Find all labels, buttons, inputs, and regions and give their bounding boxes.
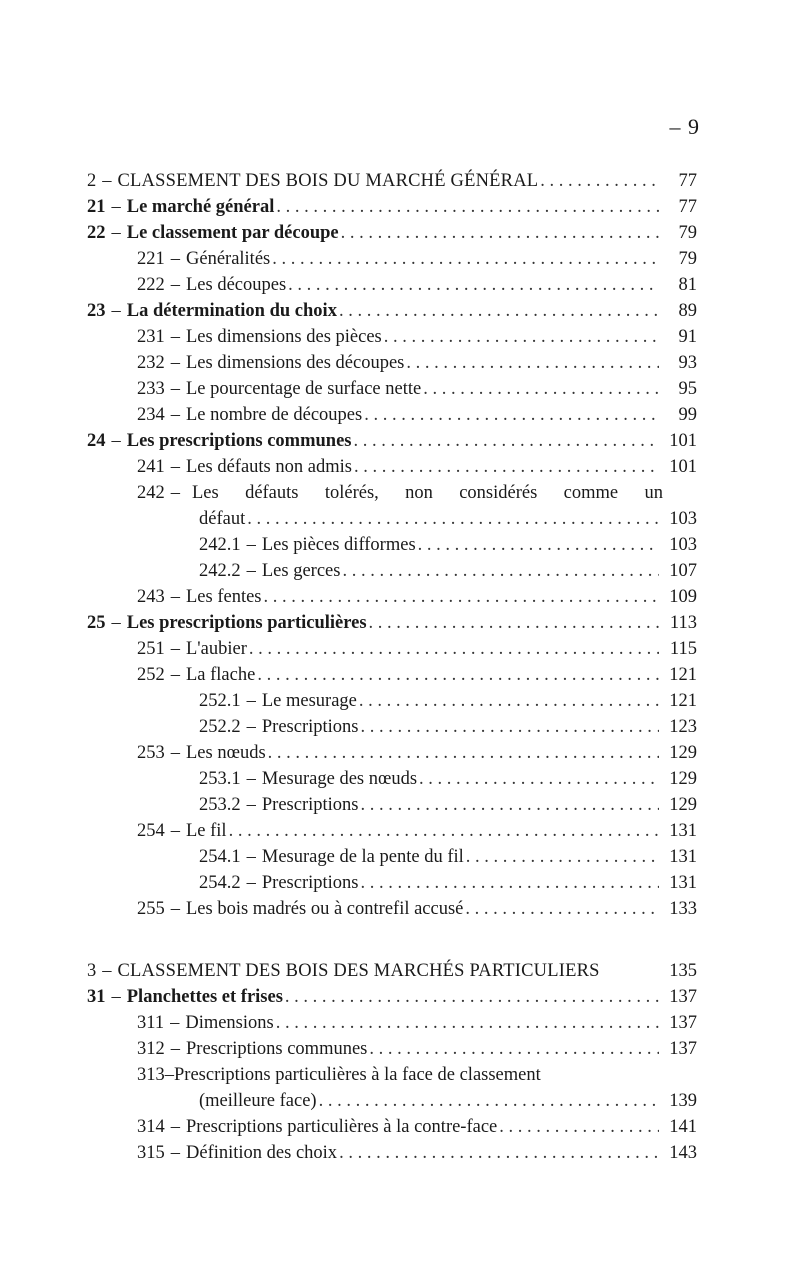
section-gap (87, 922, 697, 958)
toc-entry-dash: – (170, 587, 180, 607)
toc-entry-number: 2 (87, 171, 97, 191)
toc-entry-dash: – (102, 961, 112, 981)
dot-leader (285, 984, 659, 1010)
toc-entry (87, 220, 697, 246)
toc-section-d (87, 1114, 697, 1166)
toc-entry-number: 253.2 (199, 795, 241, 815)
dot-leader (272, 246, 659, 272)
toc-entry-title: Les prescriptions communes (126, 431, 352, 451)
toc-entry-dash: – (246, 769, 256, 789)
toc-entry-number: 253.1 (199, 769, 241, 789)
toc-entry-title: Définition des choix (186, 1143, 338, 1163)
toc-entry (87, 1114, 697, 1140)
toc-entry-title: Le pourcentage de surface nette (186, 379, 422, 399)
toc-entry-dash: – (170, 899, 180, 919)
dot-leader (319, 1088, 659, 1114)
toc-entry-page: 99 (678, 405, 697, 425)
dot-leader (406, 350, 659, 376)
toc-entry-page: 137 (669, 1013, 697, 1033)
toc-entry-number: 221 (137, 249, 165, 269)
toc-entry-title: Mesurage des nœuds (261, 769, 418, 789)
toc-entry-page: 121 (669, 691, 697, 711)
toc-entry-title-line2: (meilleure face) (199, 1091, 317, 1111)
toc-entry-dash: – (111, 301, 121, 321)
toc-entry-number: 255 (137, 899, 165, 919)
toc-entry-title: Les dimensions des découpes (186, 353, 405, 373)
toc-entry-page: 77 (678, 197, 697, 217)
toc-entry-page: 129 (669, 769, 697, 789)
word: défauts (245, 483, 299, 503)
dot-leader (423, 376, 659, 402)
toc-entry-dash: – (246, 717, 256, 737)
toc-entry-number: 315 (137, 1143, 165, 1163)
toc-entry-dash: – (170, 665, 180, 685)
toc-entry (87, 984, 697, 1010)
toc-entry-dash: – (170, 405, 180, 425)
toc-entry (87, 610, 697, 636)
toc-entry-dash: – (111, 613, 121, 633)
toc-entry-number: 252 (137, 665, 165, 685)
toc-entry-number: 251 (137, 639, 165, 659)
toc-entry-number: 3 (87, 961, 97, 981)
toc-entry-dash: – (246, 691, 256, 711)
toc-entry-title: Prescriptions communes (186, 1039, 368, 1059)
toc-entry (87, 402, 697, 428)
toc-entry-number: 242.2 (199, 561, 241, 581)
toc-entry-number: 253 (137, 743, 165, 763)
dot-leader (339, 1140, 659, 1166)
dot-leader (360, 870, 659, 896)
toc-entry-number: 21 (87, 197, 106, 217)
toc-section-a (87, 168, 697, 480)
dot-leader (360, 792, 659, 818)
dot-leader (342, 558, 659, 584)
toc-entry-number: 252.1 (199, 691, 241, 711)
table-of-contents (87, 168, 697, 1166)
toc-entry-title: Généralités (186, 249, 271, 269)
toc-entry-title: Les bois madrés ou à contrefil accusé (186, 899, 464, 919)
toc-entry-dash: – (170, 353, 180, 373)
toc-entry-title: Dimensions (185, 1013, 274, 1033)
dot-leader (419, 766, 659, 792)
word: comme (563, 483, 619, 503)
dot-leader (359, 688, 659, 714)
dot-leader (247, 506, 659, 532)
toc-entry (87, 896, 697, 922)
toc-entry (87, 558, 697, 584)
toc-entry-page: 101 (669, 457, 697, 477)
toc-entry-title: La flache (186, 665, 256, 685)
toc-entry-title: La détermination du choix (126, 301, 337, 321)
toc-entry-number: 222 (137, 275, 165, 295)
toc-entry-number: 314 (137, 1117, 165, 1137)
dot-leader (339, 298, 659, 324)
toc-entry-page: 139 (669, 1091, 697, 1111)
dot-leader (249, 636, 659, 662)
toc-entry-dash: – (170, 743, 180, 763)
toc-entry-number: 23 (87, 301, 106, 321)
toc-entry-title: Le nombre de découpes (186, 405, 363, 425)
toc-entry (87, 958, 697, 984)
toc-entry-page: 95 (678, 379, 697, 399)
dot-leader (369, 1036, 659, 1062)
toc-entry-page: 103 (669, 509, 697, 529)
toc-entry-title: Le fil (186, 821, 227, 841)
toc-entry-title-line1: Prescriptions particulières à la face de classement (174, 1065, 541, 1085)
toc-entry-number: 311 (137, 1013, 165, 1033)
toc-entry-page: 131 (669, 847, 697, 867)
dot-leader (418, 532, 659, 558)
toc-entry-title: Les gerces (261, 561, 341, 581)
dot-leader (264, 584, 659, 610)
toc-entry-number: 31 (87, 987, 106, 1007)
toc-entry (87, 428, 697, 454)
toc-entry (87, 662, 697, 688)
toc-entry-page: 131 (669, 821, 697, 841)
toc-entry-title: Les nœuds (186, 743, 266, 763)
toc-entry (87, 454, 697, 480)
toc-entry (87, 636, 697, 662)
dot-leader (268, 740, 659, 766)
toc-entry (87, 714, 697, 740)
word: un (644, 483, 663, 503)
dot-leader (354, 428, 660, 454)
toc-entry-page: 131 (669, 873, 697, 893)
toc-entry-page: 137 (669, 1039, 697, 1059)
toc-entry-page: 123 (669, 717, 697, 737)
toc-entry-title: Prescriptions particulières à la contre-face (186, 1117, 498, 1137)
toc-entry-number: 25 (87, 613, 106, 633)
toc-entry-dash: – (170, 1039, 180, 1059)
toc-entry (87, 168, 697, 194)
toc-entry (87, 740, 697, 766)
toc-entry-title-line2: défaut (199, 509, 246, 529)
toc-entry-page: 115 (669, 639, 697, 659)
toc-entry-page: 103 (669, 535, 697, 555)
toc-entry-page: 121 (669, 665, 697, 685)
toc-entry-title: L'aubier (186, 639, 247, 659)
toc-entry (87, 766, 697, 792)
toc-entry-number: 243 (137, 587, 165, 607)
toc-entry-242 (87, 480, 697, 532)
toc-entry (87, 818, 697, 844)
word: tolérés, (324, 483, 379, 503)
toc-entry-title: Le marché général (126, 197, 275, 217)
toc-section-c (87, 958, 697, 1062)
toc-entry-page: 81 (678, 275, 697, 295)
toc-entry (87, 792, 697, 818)
toc-entry (87, 1010, 697, 1036)
dot-leader (257, 662, 659, 688)
dot-leader (276, 194, 659, 220)
toc-entry-number: 231 (137, 327, 165, 347)
toc-entry-page: 79 (678, 249, 697, 269)
toc-entry (87, 324, 697, 350)
dot-leader (229, 818, 659, 844)
toc-entry-dash: – (246, 873, 256, 893)
toc-entry-page: 107 (669, 561, 697, 581)
toc-entry-number: 242 (137, 483, 165, 503)
toc-entry-dash: – (170, 1013, 180, 1033)
toc-entry-dash: – (246, 795, 256, 815)
toc-entry (87, 350, 697, 376)
toc-entry-title: Le mesurage (261, 691, 357, 711)
toc-entry-page: 113 (669, 613, 697, 633)
toc-entry-dash: – (170, 249, 180, 269)
toc-entry-page: 91 (678, 327, 697, 347)
toc-entry-dash: – (170, 1117, 180, 1137)
toc-entry-number: 241 (137, 457, 165, 477)
toc-entry-dash: – (170, 379, 180, 399)
dot-leader (384, 324, 659, 350)
toc-entry-title: Prescriptions (261, 795, 359, 815)
dot-leader (369, 610, 659, 636)
toc-entry-title: Les défauts non admis (186, 457, 352, 477)
toc-entry (87, 1036, 697, 1062)
toc-entry (87, 1140, 697, 1166)
toc-entry-number: 252.2 (199, 717, 241, 737)
toc-entry (87, 298, 697, 324)
toc-entry (87, 870, 697, 896)
word: Les (192, 483, 219, 503)
toc-entry-dash: – (111, 987, 121, 1007)
toc-entry-page: 135 (669, 961, 697, 981)
toc-entry-number: 232 (137, 353, 165, 373)
toc-entry-title: Prescriptions (261, 717, 359, 737)
toc-entry-title: Les prescriptions particulières (126, 613, 367, 633)
toc-entry-page: 109 (669, 587, 697, 607)
toc-entry-dash: – (170, 821, 180, 841)
toc-entry (87, 844, 697, 870)
toc-section-b (87, 532, 697, 922)
toc-entry-number: 242.1 (199, 535, 241, 555)
toc-entry-page: 93 (678, 353, 697, 373)
toc-entry-page: 137 (669, 987, 697, 1007)
toc-entry-dash: – (246, 535, 256, 555)
toc-entry-dash: – (170, 327, 180, 347)
dot-leader (360, 714, 659, 740)
toc-entry-title: Le classement par découpe (126, 223, 339, 243)
dot-leader (288, 272, 659, 298)
dot-leader (341, 220, 659, 246)
toc-entry-dash: – (111, 431, 121, 451)
toc-entry-dash: – (170, 483, 180, 503)
toc-entry (87, 246, 697, 272)
toc-entry (87, 272, 697, 298)
toc-entry-dash: – (170, 1143, 180, 1163)
toc-entry-title: Les pièces difformes (261, 535, 416, 555)
toc-entry-number: 254 (137, 821, 165, 841)
toc-entry-number: 254.2 (199, 873, 241, 893)
toc-entry-number: 24 (87, 431, 106, 451)
toc-entry-dash: – (111, 197, 121, 217)
toc-entry-number: 234 (137, 405, 165, 425)
dot-leader (499, 1114, 659, 1140)
toc-entry-page: 141 (669, 1117, 697, 1137)
toc-entry-title: Planchettes et frises (126, 987, 283, 1007)
toc-entry-page: 101 (669, 431, 697, 451)
word: non (405, 483, 433, 503)
toc-entry (87, 532, 697, 558)
dot-leader (465, 896, 659, 922)
toc-entry-313 (87, 1062, 697, 1114)
toc-entry-dash: – (164, 1065, 174, 1085)
toc-entry-page: 77 (678, 171, 697, 191)
toc-entry (87, 376, 697, 402)
dot-leader (354, 454, 659, 480)
toc-entry-title: Mesurage de la pente du fil (261, 847, 464, 867)
toc-entry-number: 254.1 (199, 847, 241, 867)
toc-entry-dash: – (170, 457, 180, 477)
dot-leader (540, 168, 659, 194)
toc-entry-title: CLASSEMENT DES BOIS DU MARCHÉ GÉNÉRAL (117, 171, 539, 191)
toc-entry-page: 133 (669, 899, 697, 919)
dot-leader (466, 844, 659, 870)
toc-entry-dash: – (102, 171, 112, 191)
toc-entry-number: 233 (137, 379, 165, 399)
page-number: – 9 (669, 114, 700, 139)
toc-entry-page: 79 (678, 223, 697, 243)
toc-entry (87, 688, 697, 714)
toc-entry (87, 194, 697, 220)
toc-entry-page: 89 (678, 301, 697, 321)
word: considérés (459, 483, 538, 503)
toc-entry-number: 22 (87, 223, 106, 243)
toc-entry-title: Les fentes (186, 587, 262, 607)
toc-entry-title: Les dimensions des pièces (186, 327, 382, 347)
toc-entry-page: 143 (669, 1143, 697, 1163)
toc-entry-number: 312 (137, 1039, 165, 1059)
toc-entry (87, 584, 697, 610)
toc-entry-title: CLASSEMENT DES BOIS DES MARCHÉS PARTICULIERS (117, 961, 600, 981)
toc-entry-page: 129 (669, 743, 697, 763)
toc-entry-title: Les découpes (186, 275, 287, 295)
toc-entry-dash: – (170, 639, 180, 659)
toc-entry-page: 129 (669, 795, 697, 815)
toc-entry-dash: – (246, 847, 256, 867)
toc-entry-dash: – (111, 223, 121, 243)
dot-leader (364, 402, 659, 428)
toc-entry-title: Prescriptions (261, 873, 359, 893)
toc-entry-title-line1 (192, 480, 663, 506)
dot-leader (276, 1010, 659, 1036)
toc-entry-dash: – (246, 561, 256, 581)
toc-entry-number: 313 (137, 1065, 165, 1085)
toc-entry-dash: – (170, 275, 180, 295)
